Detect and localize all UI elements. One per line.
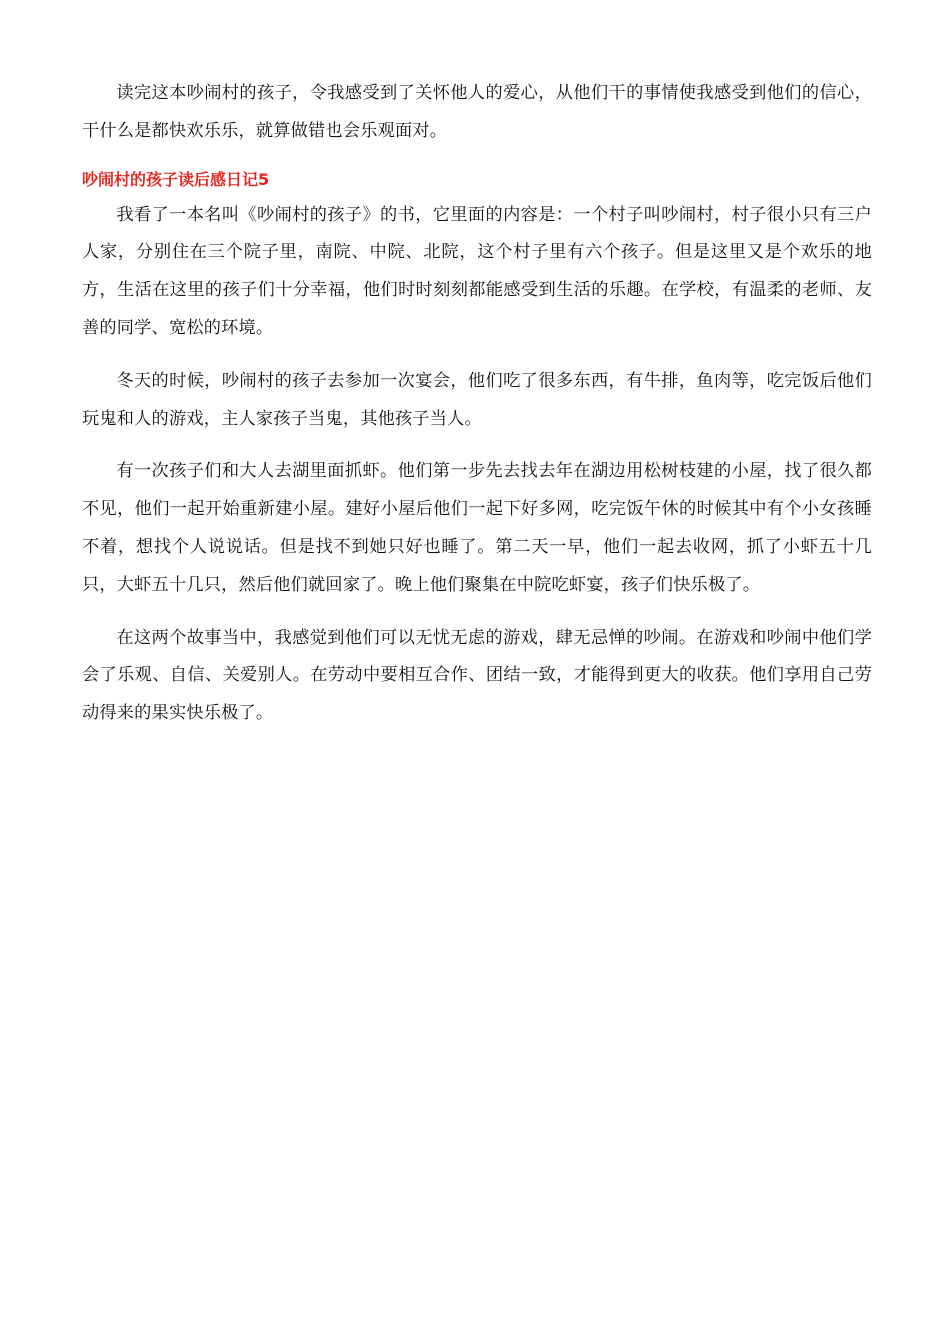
section-heading: 吵闹村的孩子读后感日记5 xyxy=(82,169,270,189)
document-body xyxy=(82,75,872,733)
body-paragraph-2: 冬天的时候，吵闹村的孩子去参加一次宴会，他们吃了很多东西，有牛排，鱼肉等，吃完饭后他们玩鬼和人的游戏，主人家孩子当鬼，其他孩子当人。 xyxy=(82,370,872,429)
intro-paragraph: 读完这本吵闹村的孩子，令我感受到了关怀他人的爱心，从他们干的事情使我感受到他们的信心，干什么是都快欢乐乐，就算做错也会乐观面对。 xyxy=(82,83,872,141)
body-paragraph-3: 有一次孩子们和大人去湖里面抓虾。他们第一步先去找去年在湖边用松树枝建的小屋，找了很久都不见，他们一起开始重新建小屋。建好小屋后他们一起下好多网，吃完饭午休的时候其中有个小女孩睡不着，想找个人说说话。但是找不到她只好也睡了。第二天一早，他们一起去收网，抓了小虾五十几只，大虾五十几只，然后他们就回家了。晚上他们聚集在中院吃虾宴，孩子们快乐极了。 xyxy=(82,461,872,595)
body-paragraph-4: 在这两个故事当中，我感觉到他们可以无忧无虑的游戏，肆无忌惮的吵闹。在游戏和吵闹中他们学会了乐观、自信、关爱别人。在劳动中要相互合作、团结一致，才能得到更大的收获。他们享用自己劳动得来的果实快乐极了。 xyxy=(82,627,872,724)
body-paragraph-1: 我看了一本名叫《吵闹村的孩子》的书，它里面的内容是：一个村子叫吵闹村，村子很小只有三户人家，分别住在三个院子里，南院、中院、北院，这个村子里有六个孩子。但是这里又是个欢乐的地方，生活在这里的孩子们十分幸福，他们时时刻刻都能感受到生活的乐趣。在学校，有温柔的老师、友善的同学、宽松的环境。 xyxy=(82,204,872,338)
